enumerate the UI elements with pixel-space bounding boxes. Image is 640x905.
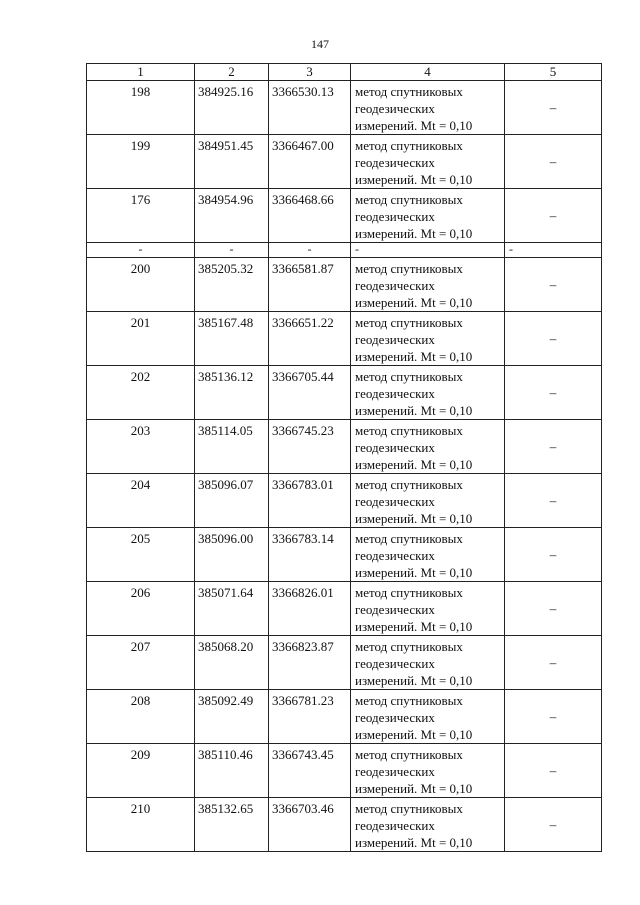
point-number-cell: 206 [87, 582, 195, 636]
method-line: метод спутниковых [355, 138, 463, 153]
x-coordinate-cell: 385096.00 [195, 528, 269, 582]
method-line: измерений. Mt = 0,10 [355, 565, 473, 580]
method-line: измерений. Mt = 0,10 [355, 295, 473, 310]
method-line: геодезических [355, 278, 435, 293]
method-cell [351, 258, 505, 312]
method-cell [351, 690, 505, 744]
method-cell [351, 582, 505, 636]
column-header: 3 [269, 64, 351, 81]
y-coordinate-cell: 3366468.66 [269, 189, 351, 243]
x-coordinate-cell: 385096.07 [195, 474, 269, 528]
description-cell: – [505, 312, 602, 366]
method-line: измерений. Mt = 0,10 [355, 118, 473, 133]
y-coordinate-cell: 3366705.44 [269, 366, 351, 420]
table-row [87, 636, 602, 690]
page-number: 147 [311, 37, 329, 51]
method-line: геодезических [355, 710, 435, 725]
method-line: метод спутниковых [355, 585, 463, 600]
method-line: метод спутниковых [355, 531, 463, 546]
y-coordinate-cell: 3366703.46 [269, 798, 351, 852]
x-coordinate-cell: 385205.32 [195, 258, 269, 312]
method-line: геодезических [355, 764, 435, 779]
description-cell: – [505, 744, 602, 798]
method-line: метод спутниковых [355, 261, 463, 276]
description-cell: – [505, 528, 602, 582]
x-coordinate-cell: 384954.96 [195, 189, 269, 243]
point-number-cell: 203 [87, 420, 195, 474]
y-coordinate-cell: 3366651.22 [269, 312, 351, 366]
method-line: метод спутниковых [355, 192, 463, 207]
point-number-cell: 210 [87, 798, 195, 852]
method-line: геодезических [355, 209, 435, 224]
x-coordinate-cell: 385136.12 [195, 366, 269, 420]
point-number-cell: 199 [87, 135, 195, 189]
description-cell: – [505, 636, 602, 690]
method-line: геодезических [355, 155, 435, 170]
method-line: геодезических [355, 332, 435, 347]
x-coordinate-cell: 385092.49 [195, 690, 269, 744]
y-coordinate-cell: 3366823.87 [269, 636, 351, 690]
description-cell: – [505, 690, 602, 744]
description-cell: – [505, 135, 602, 189]
method-line: измерений. Mt = 0,10 [355, 403, 473, 418]
point-number-cell: 205 [87, 528, 195, 582]
method-line: геодезических [355, 818, 435, 833]
table-row [87, 366, 602, 420]
method-cell [351, 189, 505, 243]
table-row [87, 189, 602, 243]
point-number-cell: 198 [87, 81, 195, 135]
separator-cell: - [195, 243, 269, 258]
point-number-cell: 202 [87, 366, 195, 420]
method-line: геодезических [355, 440, 435, 455]
point-number-cell: 209 [87, 744, 195, 798]
method-line: метод спутниковых [355, 747, 463, 762]
description-cell: – [505, 366, 602, 420]
point-number-cell: 204 [87, 474, 195, 528]
description-cell: – [505, 582, 602, 636]
separator-cell: - [269, 243, 351, 258]
method-line: измерений. Mt = 0,10 [355, 781, 473, 796]
method-line: измерений. Mt = 0,10 [355, 835, 473, 850]
table-row [87, 798, 602, 852]
method-cell [351, 636, 505, 690]
method-line: геодезических [355, 656, 435, 671]
method-line: метод спутниковых [355, 84, 463, 99]
column-header: 5 [505, 64, 602, 81]
column-header: 4 [351, 64, 505, 81]
point-number-cell: 200 [87, 258, 195, 312]
y-coordinate-cell: 3366783.01 [269, 474, 351, 528]
y-coordinate-cell: 3366581.87 [269, 258, 351, 312]
point-number-cell: 207 [87, 636, 195, 690]
method-line: измерений. Mt = 0,10 [355, 349, 473, 364]
method-line: измерений. Mt = 0,10 [355, 511, 473, 526]
y-coordinate-cell: 3366467.00 [269, 135, 351, 189]
column-header: 1 [87, 64, 195, 81]
x-coordinate-cell: 385167.48 [195, 312, 269, 366]
table-row [87, 81, 602, 135]
method-line: метод спутниковых [355, 801, 463, 816]
y-coordinate-cell: 3366783.14 [269, 528, 351, 582]
coordinates-table [86, 63, 602, 852]
table-header-row [87, 64, 602, 81]
method-cell [351, 474, 505, 528]
method-cell [351, 798, 505, 852]
column-header: 2 [195, 64, 269, 81]
table-row [87, 312, 602, 366]
method-line: геодезических [355, 386, 435, 401]
separator-row [87, 243, 602, 258]
method-cell [351, 135, 505, 189]
method-line: метод спутниковых [355, 315, 463, 330]
point-number-cell: 176 [87, 189, 195, 243]
method-line: метод спутниковых [355, 423, 463, 438]
table-row [87, 135, 602, 189]
method-line: метод спутниковых [355, 369, 463, 384]
x-coordinate-cell: 385110.46 [195, 744, 269, 798]
x-coordinate-cell: 385132.65 [195, 798, 269, 852]
method-line: измерений. Mt = 0,10 [355, 673, 473, 688]
description-cell: – [505, 420, 602, 474]
y-coordinate-cell: 3366781.23 [269, 690, 351, 744]
separator-cell: - [351, 243, 505, 258]
table-body [87, 81, 602, 852]
method-line: геодезических [355, 602, 435, 617]
separator-cell: - [505, 243, 602, 258]
method-cell [351, 366, 505, 420]
y-coordinate-cell: 3366530.13 [269, 81, 351, 135]
y-coordinate-cell: 3366745.23 [269, 420, 351, 474]
method-line: метод спутниковых [355, 639, 463, 654]
method-line: измерений. Mt = 0,10 [355, 226, 473, 241]
x-coordinate-cell: 384951.45 [195, 135, 269, 189]
method-line: измерений. Mt = 0,10 [355, 172, 473, 187]
method-line: измерений. Mt = 0,10 [355, 727, 473, 742]
method-line: измерений. Mt = 0,10 [355, 619, 473, 634]
x-coordinate-cell: 384925.16 [195, 81, 269, 135]
method-line: измерений. Mt = 0,10 [355, 457, 473, 472]
method-cell [351, 81, 505, 135]
description-cell: – [505, 189, 602, 243]
point-number-cell: 208 [87, 690, 195, 744]
table-row [87, 420, 602, 474]
table-row [87, 582, 602, 636]
method-line: метод спутниковых [355, 477, 463, 492]
description-cell: – [505, 81, 602, 135]
table-row [87, 690, 602, 744]
description-cell: – [505, 798, 602, 852]
table-row [87, 258, 602, 312]
x-coordinate-cell: 385114.05 [195, 420, 269, 474]
description-cell: – [505, 258, 602, 312]
method-cell [351, 528, 505, 582]
y-coordinate-cell: 3366743.45 [269, 744, 351, 798]
y-coordinate-cell: 3366826.01 [269, 582, 351, 636]
method-cell [351, 744, 505, 798]
method-line: геодезических [355, 548, 435, 563]
table-row [87, 744, 602, 798]
x-coordinate-cell: 385071.64 [195, 582, 269, 636]
method-cell [351, 420, 505, 474]
point-number-cell: 201 [87, 312, 195, 366]
method-cell [351, 312, 505, 366]
method-line: метод спутниковых [355, 693, 463, 708]
description-cell: – [505, 474, 602, 528]
table-row [87, 528, 602, 582]
table-row [87, 474, 602, 528]
method-line: геодезических [355, 101, 435, 116]
x-coordinate-cell: 385068.20 [195, 636, 269, 690]
method-line: геодезических [355, 494, 435, 509]
separator-cell: - [87, 243, 195, 258]
